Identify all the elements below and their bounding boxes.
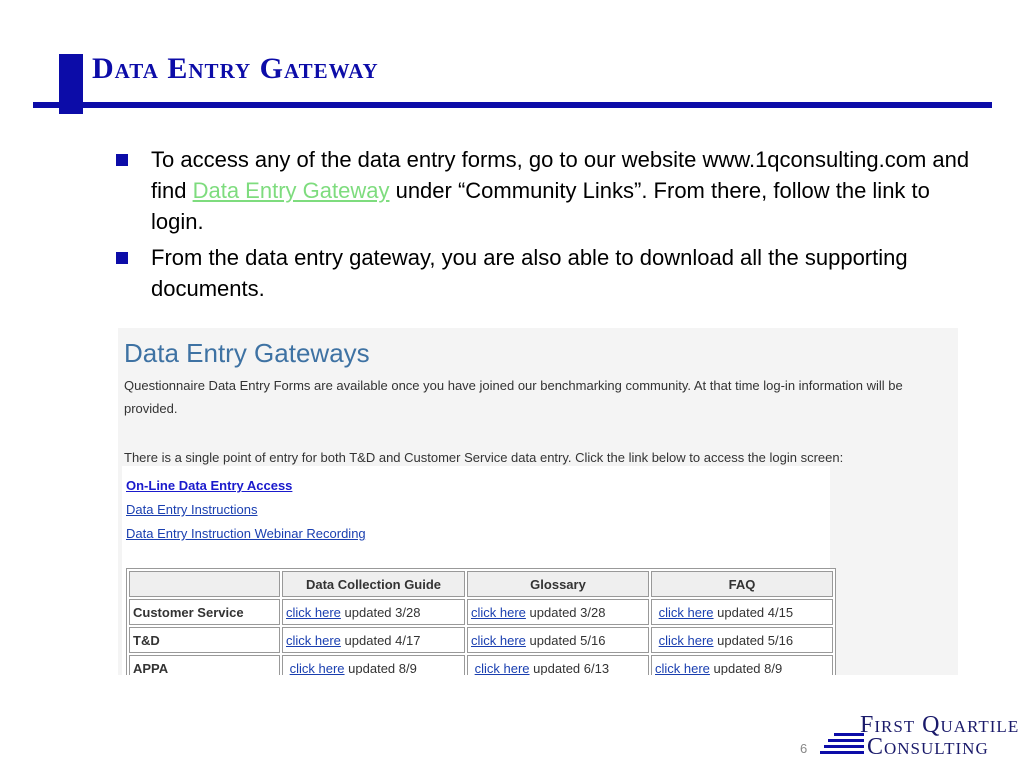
guide-updated: updated 3/28 [344, 604, 421, 620]
title-divider [33, 102, 992, 108]
faq-cell [651, 627, 833, 653]
bullet-text-before: To access any of the data entry forms, go to our website www.1qconsulting.com and find [151, 147, 970, 203]
faq-click-here-link[interactable]: click here [655, 660, 710, 675]
data-entry-instructions-link[interactable]: Data Entry Instructions [126, 502, 258, 517]
table-header-blank [129, 571, 280, 597]
glossary-cell [467, 599, 649, 625]
faq-cell [651, 655, 833, 675]
glossary-updated: updated 5/16 [529, 632, 606, 648]
bullet-text-after: under “Community Links”. From there, follow the link to login. [151, 178, 930, 234]
glossary-click-here-link[interactable]: click here [471, 632, 526, 648]
table-header-row [129, 571, 833, 597]
entry-note: There is a single point of entry for both T&D and Customer Service data entry. Click the link below to access the login screen: [124, 450, 844, 465]
glossary-updated: updated 6/13 [533, 660, 610, 675]
guide-cell [282, 599, 465, 625]
guide-click-here-link[interactable]: click here [286, 604, 341, 620]
table-row [129, 655, 833, 675]
row-label: T&D [129, 627, 280, 653]
row-label: Customer Service [129, 599, 280, 625]
data-entry-gateway-link[interactable]: Data Entry Gateway [192, 178, 390, 203]
glossary-click-here-link[interactable]: click here [471, 604, 526, 620]
gateways-heading: Data Entry Gateways [124, 338, 370, 368]
guide-click-here-link[interactable]: click here [286, 632, 341, 648]
gateway-links [126, 474, 366, 546]
table-row [129, 599, 833, 625]
table-header-guide: Data Collection Guide [282, 571, 465, 597]
online-data-entry-access-link[interactable]: On-Line Data Entry Access [126, 478, 293, 493]
table-header-glossary: Glossary [467, 571, 649, 597]
page-number: 6 [800, 741, 808, 756]
documents-table [126, 568, 836, 675]
faq-updated: updated 8/9 [713, 660, 783, 675]
guide-cell [282, 655, 465, 675]
logo-line-2: Consulting [867, 734, 989, 760]
webinar-recording-link[interactable]: Data Entry Instruction Webinar Recording [126, 526, 366, 541]
faq-click-here-link[interactable]: click here [658, 604, 714, 620]
guide-cell [282, 627, 465, 653]
gateway-screenshot [118, 328, 958, 675]
row-label: APPA [129, 655, 280, 675]
first-quartile-logo [820, 712, 1024, 768]
faq-updated: updated 4/15 [717, 604, 794, 620]
faq-cell [651, 599, 833, 625]
glossary-cell [467, 655, 649, 675]
intro-paragraph: Questionnaire Data Entry Forms are available once you have joined our benchmarking community. At that time log-in information will be provided. [124, 378, 903, 416]
glossary-click-here-link[interactable]: click here [474, 660, 530, 675]
slide-title: Data Entry Gateway [92, 52, 379, 85]
guide-updated: updated 8/9 [348, 660, 417, 675]
table-row [129, 627, 833, 653]
bullet-text: From the data entry gateway, you are also able to download all the supporting documents. [151, 245, 908, 301]
bullet-item-download [116, 242, 986, 304]
bullet-item-access [116, 144, 986, 237]
faq-updated: updated 5/16 [717, 632, 794, 648]
guide-updated: updated 4/17 [344, 632, 421, 648]
bullet-square-icon [116, 252, 128, 264]
glossary-updated: updated 3/28 [529, 604, 606, 620]
faq-click-here-link[interactable]: click here [658, 632, 714, 648]
glossary-cell [467, 627, 649, 653]
logo-line-1: First Quartile [860, 712, 1020, 738]
logo-bars-icon [820, 712, 864, 768]
bullet-list [116, 144, 986, 309]
guide-click-here-link[interactable]: click here [289, 660, 345, 675]
table-header-faq: FAQ [651, 571, 833, 597]
bullet-square-icon [116, 154, 128, 166]
